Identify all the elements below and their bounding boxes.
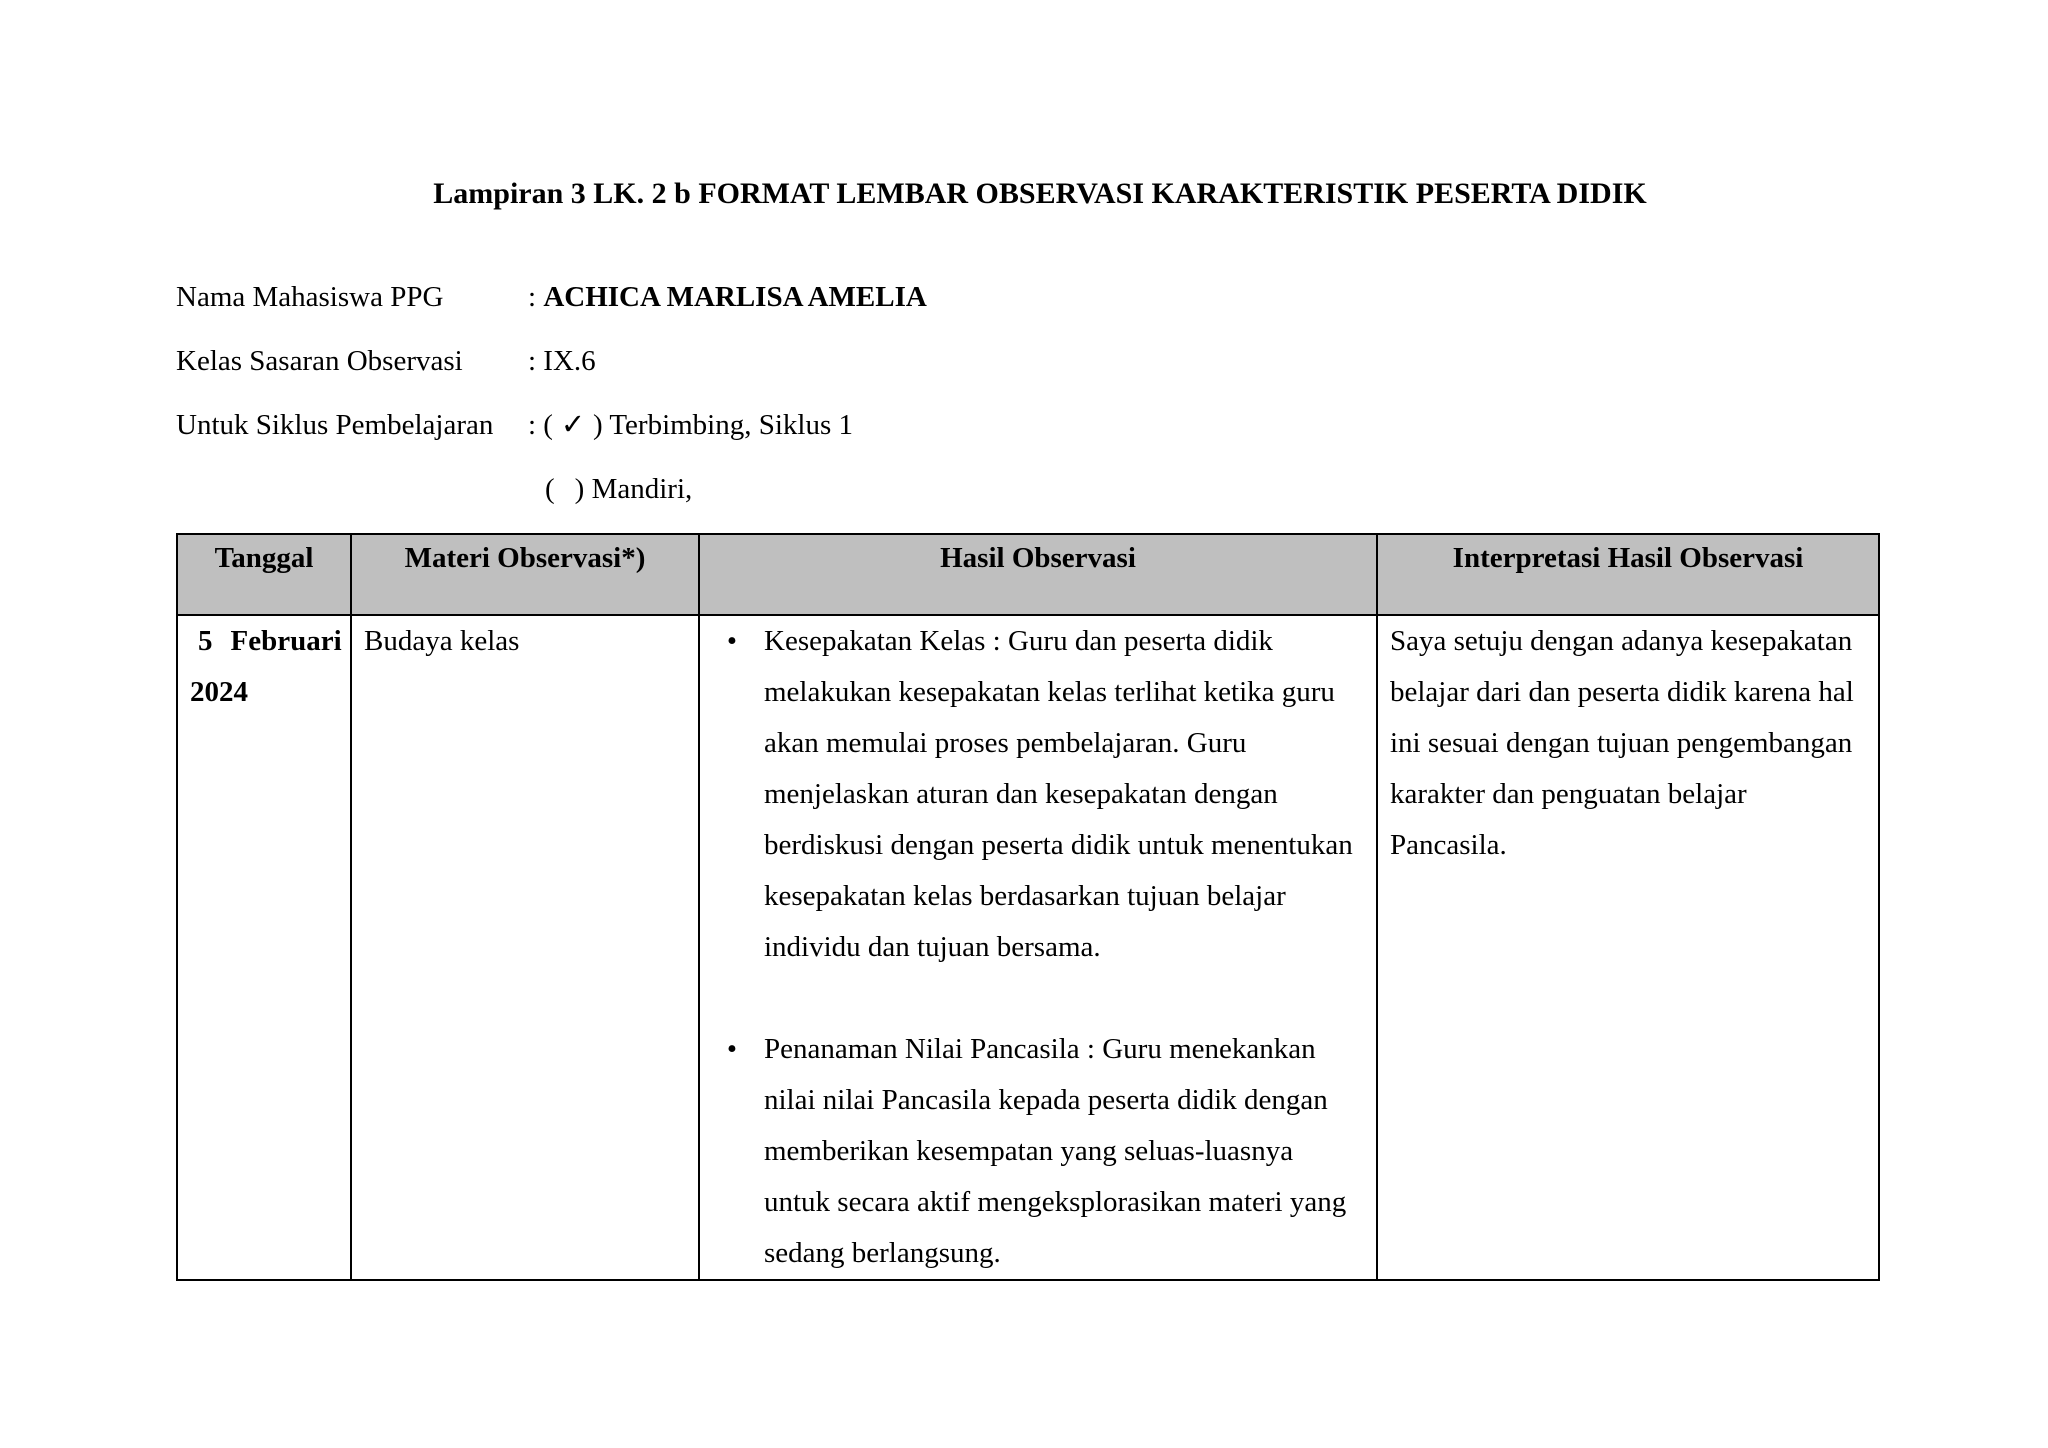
cell-interpretasi (1377, 615, 1879, 1280)
hasil-item-text: Kesepakatan Kelas : Guru dan peserta didik melakukan kesepakatan kelas terlihat ketika guru akan memulai proses pembelajaran. Guru menjelaskan aturan dan kesepakatan dengan berdiskusi dengan peserta didik untuk menentukan kesepakatan kelas berdasarkan tujuan belajar individu dan tujuan bersama. (764, 625, 1353, 963)
student-name: ACHICA MARLISA AMELIA (543, 281, 927, 313)
siklus-option-mandiri (545, 469, 692, 509)
date-day-month (190, 616, 342, 667)
siklus-option2-text: ) Mandiri, (574, 473, 693, 505)
bullet-icon: • (726, 625, 738, 657)
cell-materi (351, 615, 699, 1280)
observation-table (176, 533, 1880, 1281)
bullet-icon: • (726, 1033, 738, 1065)
header-interpretasi: Interpretasi Hasil Observasi (1377, 534, 1879, 615)
hasil-list (712, 616, 1364, 1279)
checkmark-icon: ✓ (560, 409, 586, 441)
header-materi: Materi Observasi*) (351, 534, 699, 615)
header-tanggal: Tanggal (177, 534, 351, 615)
materi-text: Budaya kelas (364, 625, 520, 657)
siklus-option1-text: ) Terbimbing, Siklus 1 (592, 409, 854, 441)
kelas-label: Kelas Sasaran Observasi (176, 345, 463, 377)
nama-value (528, 277, 927, 317)
siklus-prefix: : ( (528, 409, 553, 441)
interpretasi-text: Saya setuju dengan adanya kesepakatan belajar dari dan peserta didik karena hal ini sesuai dengan tujuan pengembangan karakter dan penguatan belajar Pancasila. (1390, 625, 1854, 861)
date-month: Februari (230, 625, 342, 657)
kelas-value: : IX.6 (528, 345, 596, 377)
header-hasil: Hasil Observasi (699, 534, 1377, 615)
table-header-row (177, 534, 1879, 615)
list-item (712, 1024, 1360, 1279)
nama-label: Nama Mahasiswa PPG (176, 281, 444, 313)
hasil-item-text: Penanaman Nilai Pancasila : Guru menekankan nilai nilai Pancasila kepada peserta didik dengan memberikan kesempatan yang seluas-luasnya untuk secara aktif mengeksplorasikan materi yang sedang berlangsung. (764, 1033, 1347, 1269)
cell-tanggal (177, 615, 351, 1280)
table-row (177, 615, 1879, 1280)
date-day: 5 (198, 625, 213, 657)
date-year: 2024 (190, 676, 248, 708)
siklus-option2-open: ( (545, 473, 555, 505)
nama-separator: : (528, 281, 544, 313)
document-title: Lampiran 3 LK. 2 b FORMAT LEMBAR OBSERVASI KARAKTERISTIK PESERTA DIDIK (433, 177, 1647, 210)
cell-hasil (699, 615, 1377, 1280)
list-item (712, 616, 1360, 973)
siklus-option-terbimbing (528, 405, 853, 445)
siklus-label: Untuk Siklus Pembelajaran (176, 409, 494, 441)
